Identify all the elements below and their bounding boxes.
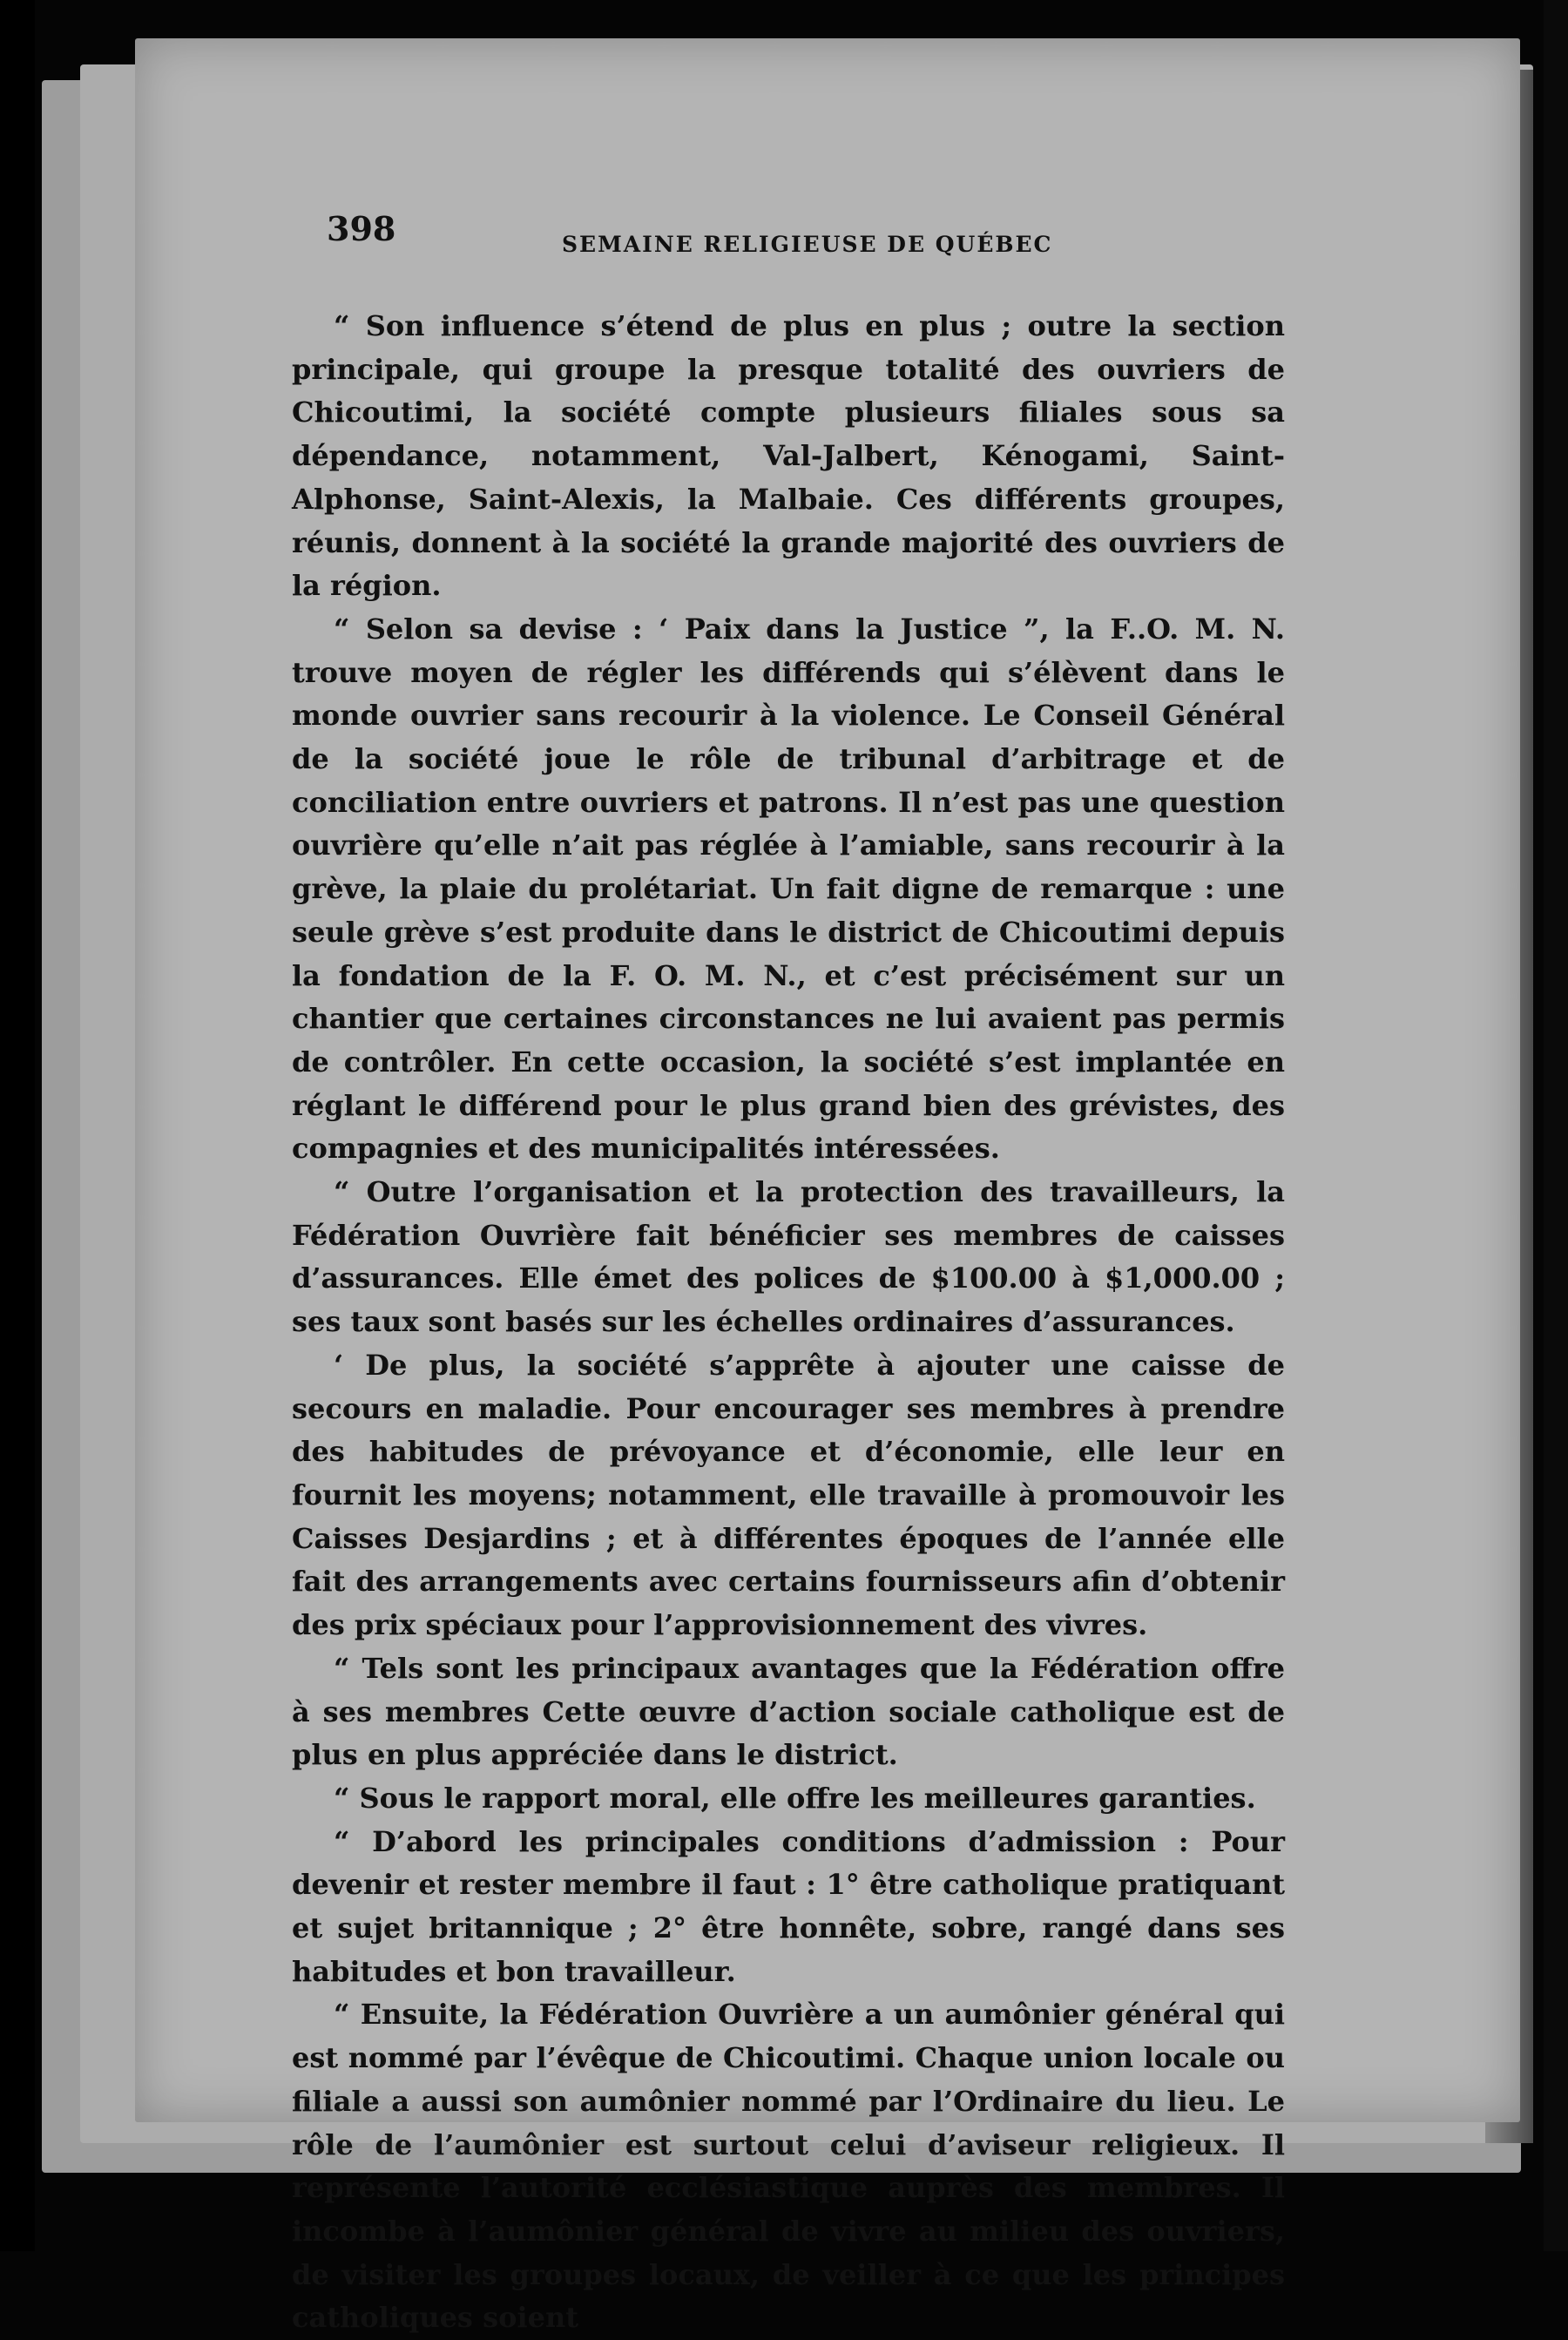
paragraph-5: “ Tels sont les principaux avantages que la Fédération offre à ses membres Cette œuvre d’action sociale catholique est de plus en plus appréciée dans le district. [292, 1651, 1285, 1772]
page-number: 398 [327, 209, 396, 248]
body-text [292, 305, 1285, 2340]
running-head: SEMAINE RELIGIEUSE DE QUÉBEC [562, 232, 1053, 257]
film-border-left [0, 0, 35, 2251]
paragraph-3: “ Outre l’organisation et la protection des travailleurs, la Fédération Ouvrière fait bénéficier ses membres de caisses d’assurances. Elle émet des polices de $100.00 à $1,000.00 ; ses taux sont basés sur les échelles ordinaires d’assurances. [292, 1175, 1285, 1339]
paragraph-8: “ Ensuite, la Fédération Ouvrière a un aumônier général qui est nommé par l’évêque de Chicoutimi. Chaque union locale ou filiale a aussi son aumônier nommé par l’Ordinaire du lieu. Le rôle de l’aumônier est surtout celui d’aviseur religieux. Il représente l’autorité ecclésiastique auprès des membres. Il incombe à l’aumônier général de vivre au milieu des ouvriers, de visiter les groupes locaux, de veiller à ce que les principes catholiques soient [292, 1998, 1285, 2335]
page-header [327, 209, 1215, 261]
paragraph-2: “ Selon sa devise : ‘ Paix dans la Justice ”, la F..O. M. N. trouve moyen de régler les différends qui s’élèvent dans le monde ouvrier sans recourir à la violence. Le Conseil Général de la société joue le rôle de tribunal d’arbitrage et de conciliation entre ouvriers et patrons. Il n’est pas une question ouvrière qu’elle n’ait pas réglée à l’amiable, sans recourir à la grève, la plaie du prolétariat. Un fait digne de remarque : une seule grève s’est produite dans le district de Chicoutimi depuis la fondation de la F. O. M. N., et c’est précisément sur un chantier que certaines circonstances ne lui avaient pas permis de contrôler. En cette occasion, la société s’est implantée en réglant le différend pour le plus grand bien des grévistes, des compagnies et des municipalités intéressées. [292, 612, 1285, 1166]
film-border-right [1544, 0, 1568, 2251]
paragraph-6: “ Sous le rapport moral, elle offre les meilleures garanties. [334, 1781, 1256, 1815]
paragraph-4: ‘ De plus, la société s’apprête à ajouter une caisse de secours en maladie. Pour encourager ses membres à prendre des habitudes de prévoyance et d’économie, elle leur en fournit les moyens; notamment, elle travaille à promouvoir les Caisses Desjardins ; et à différentes époques de l’année elle fait des arrangements avec certains fournisseurs afin d’obtenir des prix spéciaux pour l’approvisionnement des vivres. [292, 1348, 1285, 1642]
paragraph-7: “ D’abord les principales conditions d’admission : Pour devenir et rester membre il faut : 1° être catholique pratiquant et sujet britannique ; 2° être honnête, sobre, rangé dans ses habitudes et bon travailleur. [292, 1824, 1285, 1988]
paragraph-1: “ Son influence s’étend de plus en plus ; outre la section principale, qui groupe la presque totalité des ouvriers de Chicoutimi, la société compte plusieurs filiales sous sa dépendance, notamment, Val-Jalbert, Kénogami, Saint-Alphonse, Saint-Alexis, la Malbaie. Ces différents groupes, réunis, donnent à la société la grande majorité des ouvriers de la région. [292, 309, 1285, 603]
